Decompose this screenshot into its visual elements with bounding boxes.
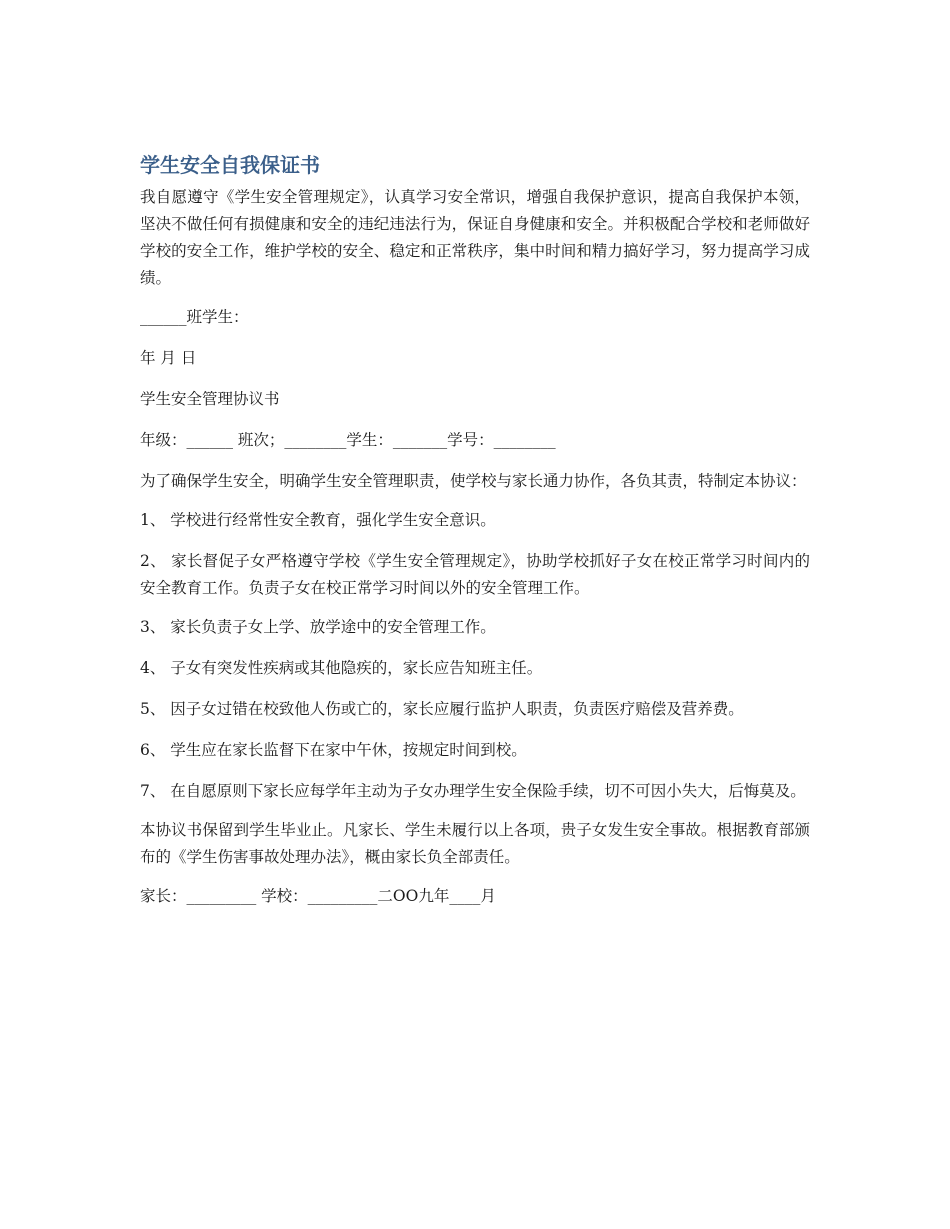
- agreement-item: 5、 因子女过错在校致他人伤或亡的，家长应履行监护人职责，负责医疗赔偿及营养费。: [140, 700, 744, 718]
- closing-paragraph: 本协议书保留到学生毕业止。凡家长、学生未履行以上各项，贵子女发生安全事故。根据教育部颁布的《学生伤害事故处理办法》，概由家长负全部责任。: [140, 821, 810, 866]
- agreement-item: 7、 在自愿原则下家长应每学年主动为子女办理学生安全保险手续，切不可因小失大，后悔莫及。: [140, 782, 806, 800]
- signature-line: 家长：_________ 学校：_________二OO九年____月: [140, 887, 496, 905]
- agreement-title: 学生安全管理协议书: [140, 390, 280, 408]
- intro-paragraph: 我自愿遵守《学生安全管理规定》，认真学习安全常识，增强自我保护意识，提高自我保护本领，坚决不做任何有损健康和安全的违纪违法行为，保证自身健康和安全。并积极配合学校和老师做好学校的安全工作，维护学校的安全、稳定和正常秩序，集中时间和精力搞好学习，努力提高学习成绩。: [140, 188, 810, 287]
- info-line: 年级：______ 班次；________学生：_______学号：________: [140, 431, 556, 449]
- purpose-paragraph: 为了确保学生安全，明确学生安全管理职责，使学校与家长通力协作，各负其责，特制定本协议：: [140, 472, 807, 490]
- class-student-line: ______班学生：: [140, 308, 249, 326]
- agreement-item: 3、 家长负责子女上学、放学途中的安全管理工作。: [140, 618, 496, 636]
- agreement-item: 2、 家长督促子女严格遵守学校《学生安全管理规定》，协助学校抓好子女在校正常学习时间内的安全教育工作。负责子女在校正常学习时间以外的安全管理工作。: [140, 552, 810, 597]
- agreement-item: 6、 学生应在家长监督下在家中午休，按规定时间到校。: [140, 741, 527, 759]
- document-body: [140, 150, 810, 922]
- date-line: 年 月 日: [140, 349, 197, 367]
- document-title: 学生安全自我保证书: [140, 153, 320, 177]
- agreement-item: 1、 学校进行经常性安全教育，强化学生安全意识。: [140, 511, 496, 529]
- agreement-item: 4、 子女有突发性疾病或其他隐疾的，家长应告知班主任。: [140, 659, 543, 677]
